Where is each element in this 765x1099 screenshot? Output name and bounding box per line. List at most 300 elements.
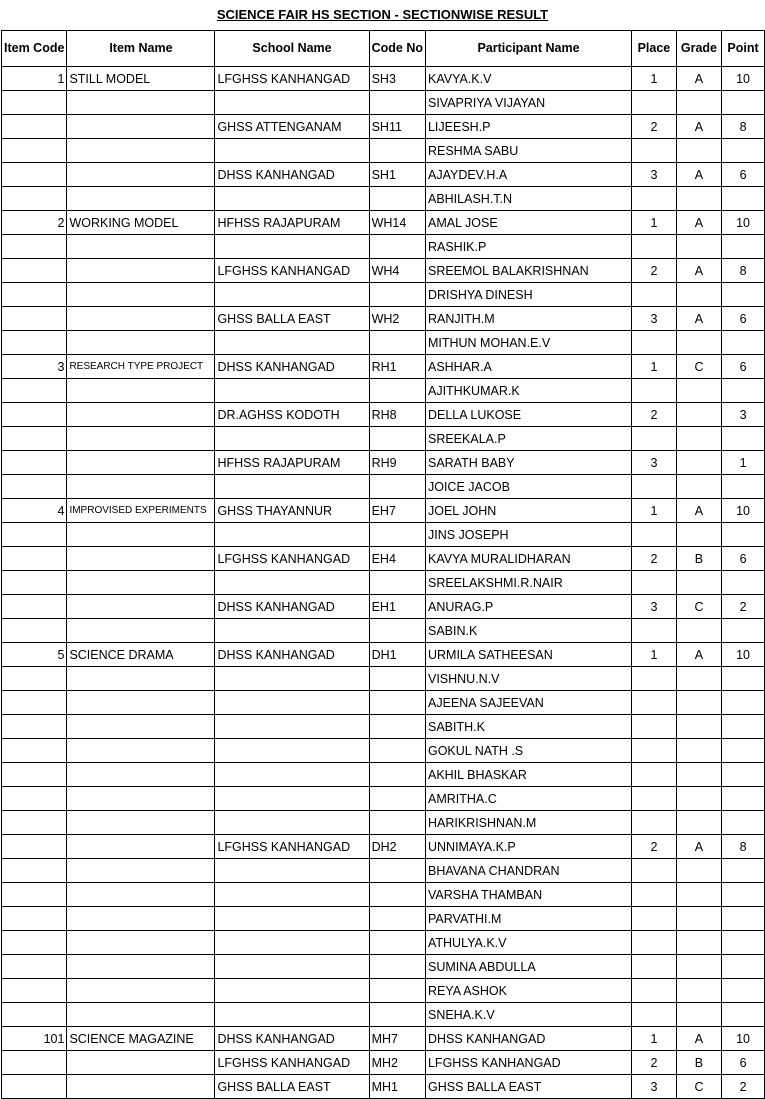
grade-cell xyxy=(676,907,721,931)
school-name-cell: GHSS THAYANNUR xyxy=(215,499,369,523)
table-row xyxy=(2,403,765,427)
participant-name-cell: SARATH BABY xyxy=(425,451,631,475)
table-row xyxy=(2,931,765,955)
school-name-cell: DHSS KANHANGAD xyxy=(215,595,369,619)
grade-cell: A xyxy=(676,1027,721,1051)
participant-name-cell: KAVYA.K.V xyxy=(425,67,631,91)
item-name-cell xyxy=(67,451,215,475)
participant-name-cell: AMAL JOSE xyxy=(425,211,631,235)
item-name-cell xyxy=(67,979,215,1003)
place-cell xyxy=(632,931,677,955)
participant-name-cell: SUMINA ABDULLA xyxy=(425,955,631,979)
code-no-cell xyxy=(369,139,425,163)
school-name-cell: LFGHSS KANHANGAD xyxy=(215,835,369,859)
participant-name-cell: RESHMA SABU xyxy=(425,139,631,163)
participant-name-cell: DELLA LUKOSE xyxy=(425,403,631,427)
table-row xyxy=(2,211,765,235)
place-cell: 1 xyxy=(632,211,677,235)
table-row xyxy=(2,667,765,691)
item-name-cell xyxy=(67,91,215,115)
item-name-cell xyxy=(67,187,215,211)
participant-name-cell: GHSS BALLA EAST xyxy=(425,1075,631,1099)
school-name-cell: LFGHSS KANHANGAD xyxy=(215,1051,369,1075)
school-name-cell xyxy=(215,691,369,715)
item-code-cell xyxy=(2,955,67,979)
school-name-cell xyxy=(215,619,369,643)
item-code-cell xyxy=(2,187,67,211)
table-row xyxy=(2,571,765,595)
header-code-no: Code No xyxy=(369,31,425,67)
school-name-cell xyxy=(215,667,369,691)
item-name-cell xyxy=(67,1003,215,1027)
point-cell xyxy=(722,571,765,595)
point-cell xyxy=(722,619,765,643)
item-name-cell xyxy=(67,715,215,739)
point-cell xyxy=(722,859,765,883)
participant-name-cell: AMRITHA.C xyxy=(425,787,631,811)
place-cell xyxy=(632,787,677,811)
place-cell xyxy=(632,883,677,907)
item-name-cell xyxy=(67,259,215,283)
grade-cell: B xyxy=(676,547,721,571)
school-name-cell: GHSS BALLA EAST xyxy=(215,1075,369,1099)
place-cell: 1 xyxy=(632,643,677,667)
place-cell xyxy=(632,1003,677,1027)
place-cell: 3 xyxy=(632,307,677,331)
point-cell: 6 xyxy=(722,163,765,187)
school-name-cell xyxy=(215,811,369,835)
table-row xyxy=(2,1027,765,1051)
table-row xyxy=(2,499,765,523)
participant-name-cell: PARVATHI.M xyxy=(425,907,631,931)
grade-cell: A xyxy=(676,643,721,667)
item-name-cell xyxy=(67,403,215,427)
header-grade: Grade xyxy=(676,31,721,67)
code-no-cell xyxy=(369,787,425,811)
code-no-cell: DH1 xyxy=(369,643,425,667)
grade-cell xyxy=(676,139,721,163)
item-name-cell xyxy=(67,787,215,811)
place-cell xyxy=(632,763,677,787)
code-no-cell xyxy=(369,619,425,643)
place-cell: 1 xyxy=(632,355,677,379)
place-cell: 2 xyxy=(632,115,677,139)
grade-cell xyxy=(676,667,721,691)
grade-cell xyxy=(676,619,721,643)
code-no-cell: RH8 xyxy=(369,403,425,427)
participant-name-cell: ATHULYA.K.V xyxy=(425,931,631,955)
item-code-cell: 3 xyxy=(2,355,67,379)
place-cell xyxy=(632,619,677,643)
table-row xyxy=(2,187,765,211)
school-name-cell xyxy=(215,91,369,115)
code-no-cell: WH2 xyxy=(369,307,425,331)
school-name-cell xyxy=(215,859,369,883)
table-row xyxy=(2,715,765,739)
participant-name-cell: RASHIK.P xyxy=(425,235,631,259)
point-cell xyxy=(722,523,765,547)
point-cell: 2 xyxy=(722,595,765,619)
code-no-cell xyxy=(369,283,425,307)
point-cell xyxy=(722,787,765,811)
participant-name-cell: AJITHKUMAR.K xyxy=(425,379,631,403)
table-row xyxy=(2,139,765,163)
grade-cell: A xyxy=(676,163,721,187)
code-no-cell: SH1 xyxy=(369,163,425,187)
table-row xyxy=(2,163,765,187)
participant-name-cell: RANJITH.M xyxy=(425,307,631,331)
item-code-cell xyxy=(2,859,67,883)
school-name-cell: LFGHSS KANHANGAD xyxy=(215,259,369,283)
participant-name-cell: VARSHA THAMBAN xyxy=(425,883,631,907)
code-no-cell: WH4 xyxy=(369,259,425,283)
participant-name-cell: JOEL JOHN xyxy=(425,499,631,523)
grade-cell: A xyxy=(676,211,721,235)
participant-name-cell: AKHIL BHASKAR xyxy=(425,763,631,787)
point-cell xyxy=(722,91,765,115)
code-no-cell: EH4 xyxy=(369,547,425,571)
participant-name-cell: SNEHA.K.V xyxy=(425,1003,631,1027)
header-point: Point xyxy=(722,31,765,67)
table-row xyxy=(2,787,765,811)
item-code-cell xyxy=(2,331,67,355)
grade-cell xyxy=(676,955,721,979)
table-row xyxy=(2,283,765,307)
place-cell xyxy=(632,811,677,835)
item-code-cell xyxy=(2,619,67,643)
item-code-cell: 1 xyxy=(2,67,67,91)
table-row xyxy=(2,1051,765,1075)
code-no-cell xyxy=(369,739,425,763)
item-code-cell xyxy=(2,907,67,931)
place-cell xyxy=(632,331,677,355)
table-row xyxy=(2,595,765,619)
participant-name-cell: SABIN.K xyxy=(425,619,631,643)
point-cell: 6 xyxy=(722,1051,765,1075)
participant-name-cell: LFGHSS KANHANGAD xyxy=(425,1051,631,1075)
table-row xyxy=(2,91,765,115)
code-no-cell xyxy=(369,187,425,211)
item-name-cell xyxy=(67,595,215,619)
point-cell xyxy=(722,907,765,931)
table-row xyxy=(2,235,765,259)
point-cell xyxy=(722,979,765,1003)
grade-cell xyxy=(676,91,721,115)
item-name-cell xyxy=(67,811,215,835)
point-cell xyxy=(722,331,765,355)
point-cell: 6 xyxy=(722,307,765,331)
point-cell xyxy=(722,811,765,835)
school-name-cell xyxy=(215,331,369,355)
item-code-cell xyxy=(2,259,67,283)
table-row xyxy=(2,355,765,379)
item-code-cell xyxy=(2,547,67,571)
code-no-cell xyxy=(369,883,425,907)
item-code-cell xyxy=(2,1075,67,1099)
code-no-cell: MH7 xyxy=(369,1027,425,1051)
table-row xyxy=(2,859,765,883)
grade-cell xyxy=(676,571,721,595)
code-no-cell: WH14 xyxy=(369,211,425,235)
item-name-cell xyxy=(67,739,215,763)
item-name-cell xyxy=(67,283,215,307)
table-row xyxy=(2,619,765,643)
code-no-cell: EH7 xyxy=(369,499,425,523)
place-cell: 2 xyxy=(632,1051,677,1075)
place-cell xyxy=(632,859,677,883)
place-cell xyxy=(632,283,677,307)
item-name-cell xyxy=(67,691,215,715)
participant-name-cell: HARIKRISHNAN.M xyxy=(425,811,631,835)
item-name-cell: IMPROVISED EXPERIMENTS xyxy=(67,499,215,523)
item-name-cell xyxy=(67,835,215,859)
point-cell: 10 xyxy=(722,643,765,667)
point-cell: 8 xyxy=(722,115,765,139)
point-cell xyxy=(722,427,765,451)
item-name-cell xyxy=(67,235,215,259)
school-name-cell xyxy=(215,571,369,595)
item-name-cell: STILL MODEL xyxy=(67,67,215,91)
school-name-cell: DR.AGHSS KODOTH xyxy=(215,403,369,427)
item-code-cell xyxy=(2,667,67,691)
place-cell: 2 xyxy=(632,835,677,859)
item-name-cell xyxy=(67,379,215,403)
grade-cell xyxy=(676,763,721,787)
item-code-cell xyxy=(2,715,67,739)
point-cell xyxy=(722,187,765,211)
code-no-cell xyxy=(369,955,425,979)
school-name-cell: LFGHSS KANHANGAD xyxy=(215,67,369,91)
grade-cell: A xyxy=(676,307,721,331)
table-row xyxy=(2,883,765,907)
code-no-cell xyxy=(369,667,425,691)
item-code-cell xyxy=(2,1051,67,1075)
grade-cell xyxy=(676,379,721,403)
place-cell: 3 xyxy=(632,163,677,187)
place-cell: 2 xyxy=(632,547,677,571)
item-code-cell xyxy=(2,91,67,115)
place-cell xyxy=(632,955,677,979)
school-name-cell xyxy=(215,139,369,163)
grade-cell: B xyxy=(676,1051,721,1075)
school-name-cell: DHSS KANHANGAD xyxy=(215,643,369,667)
school-name-cell: DHSS KANHANGAD xyxy=(215,1027,369,1051)
grade-cell xyxy=(676,187,721,211)
grade-cell xyxy=(676,739,721,763)
place-cell xyxy=(632,523,677,547)
table-row xyxy=(2,307,765,331)
header-participant-name: Participant Name xyxy=(425,31,631,67)
item-code-cell: 5 xyxy=(2,643,67,667)
grade-cell xyxy=(676,715,721,739)
item-name-cell: WORKING MODEL xyxy=(67,211,215,235)
place-cell: 1 xyxy=(632,1027,677,1051)
code-no-cell xyxy=(369,571,425,595)
place-cell xyxy=(632,979,677,1003)
place-cell: 3 xyxy=(632,451,677,475)
point-cell: 10 xyxy=(722,499,765,523)
place-cell: 2 xyxy=(632,403,677,427)
place-cell xyxy=(632,475,677,499)
table-row xyxy=(2,523,765,547)
code-no-cell xyxy=(369,979,425,1003)
item-code-cell xyxy=(2,475,67,499)
participant-name-cell: KAVYA MURALIDHARAN xyxy=(425,547,631,571)
school-name-cell xyxy=(215,475,369,499)
page-title: SCIENCE FAIR HS SECTION - SECTIONWISE RESULT xyxy=(216,7,549,22)
table-row xyxy=(2,115,765,139)
grade-cell: A xyxy=(676,835,721,859)
point-cell: 8 xyxy=(722,259,765,283)
participant-name-cell: ASHHAR.A xyxy=(425,355,631,379)
grade-cell xyxy=(676,931,721,955)
grade-cell xyxy=(676,475,721,499)
school-name-cell xyxy=(215,715,369,739)
grade-cell xyxy=(676,811,721,835)
school-name-cell xyxy=(215,907,369,931)
item-name-cell xyxy=(67,475,215,499)
item-name-cell xyxy=(67,547,215,571)
participant-name-cell: SREEMOL BALAKRISHNAN xyxy=(425,259,631,283)
item-name-cell xyxy=(67,307,215,331)
school-name-cell xyxy=(215,739,369,763)
point-cell: 8 xyxy=(722,835,765,859)
header-item-code: Item Code xyxy=(2,31,67,67)
item-code-cell: 101 xyxy=(2,1027,67,1051)
school-name-cell xyxy=(215,523,369,547)
item-name-cell xyxy=(67,763,215,787)
grade-cell xyxy=(676,427,721,451)
school-name-cell: HFHSS RAJAPURAM xyxy=(215,211,369,235)
table-row xyxy=(2,1003,765,1027)
grade-cell: A xyxy=(676,259,721,283)
place-cell: 2 xyxy=(632,259,677,283)
participant-name-cell: MITHUN MOHAN.E.V xyxy=(425,331,631,355)
point-cell xyxy=(722,691,765,715)
grade-cell xyxy=(676,523,721,547)
point-cell: 6 xyxy=(722,355,765,379)
table-row xyxy=(2,739,765,763)
results-table xyxy=(1,30,765,1099)
place-cell xyxy=(632,715,677,739)
item-name-cell xyxy=(67,1075,215,1099)
place-cell xyxy=(632,139,677,163)
school-name-cell: HFHSS RAJAPURAM xyxy=(215,451,369,475)
code-no-cell: SH3 xyxy=(369,67,425,91)
item-name-cell xyxy=(67,667,215,691)
item-code-cell xyxy=(2,427,67,451)
item-code-cell xyxy=(2,571,67,595)
item-code-cell xyxy=(2,163,67,187)
item-name-cell xyxy=(67,331,215,355)
item-code-cell xyxy=(2,235,67,259)
school-name-cell xyxy=(215,427,369,451)
place-cell xyxy=(632,235,677,259)
grade-cell xyxy=(676,883,721,907)
participant-name-cell: JINS JOSEPH xyxy=(425,523,631,547)
point-cell xyxy=(722,931,765,955)
participant-name-cell: SREEKALA.P xyxy=(425,427,631,451)
code-no-cell: DH2 xyxy=(369,835,425,859)
item-code-cell xyxy=(2,307,67,331)
participant-name-cell: GOKUL NATH .S xyxy=(425,739,631,763)
code-no-cell xyxy=(369,331,425,355)
grade-cell: C xyxy=(676,355,721,379)
header-place: Place xyxy=(632,31,677,67)
school-name-cell: DHSS KANHANGAD xyxy=(215,355,369,379)
point-cell: 10 xyxy=(722,67,765,91)
grade-cell: A xyxy=(676,67,721,91)
table-row xyxy=(2,907,765,931)
item-code-cell xyxy=(2,739,67,763)
grade-cell xyxy=(676,1003,721,1027)
table-row xyxy=(2,451,765,475)
code-no-cell xyxy=(369,931,425,955)
point-cell: 10 xyxy=(722,211,765,235)
point-cell xyxy=(722,235,765,259)
item-code-cell xyxy=(2,139,67,163)
point-cell xyxy=(722,475,765,499)
item-name-cell xyxy=(67,115,215,139)
school-name-cell xyxy=(215,283,369,307)
item-code-cell xyxy=(2,595,67,619)
participant-name-cell: AJAYDEV.H.A xyxy=(425,163,631,187)
item-code-cell: 4 xyxy=(2,499,67,523)
code-no-cell xyxy=(369,811,425,835)
participant-name-cell: AJEENA SAJEEVAN xyxy=(425,691,631,715)
school-name-cell: LFGHSS KANHANGAD xyxy=(215,547,369,571)
place-cell xyxy=(632,91,677,115)
place-cell: 3 xyxy=(632,595,677,619)
code-no-cell: SH11 xyxy=(369,115,425,139)
code-no-cell xyxy=(369,379,425,403)
grade-cell xyxy=(676,451,721,475)
point-cell: 3 xyxy=(722,403,765,427)
table-row xyxy=(2,331,765,355)
school-name-cell xyxy=(215,931,369,955)
point-cell xyxy=(722,1003,765,1027)
school-name-cell xyxy=(215,763,369,787)
table-row xyxy=(2,691,765,715)
item-name-cell xyxy=(67,931,215,955)
place-cell xyxy=(632,667,677,691)
grade-cell: A xyxy=(676,499,721,523)
code-no-cell: RH1 xyxy=(369,355,425,379)
grade-cell xyxy=(676,403,721,427)
table-row xyxy=(2,955,765,979)
participant-name-cell: LIJEESH.P xyxy=(425,115,631,139)
item-code-cell xyxy=(2,451,67,475)
item-code-cell xyxy=(2,931,67,955)
grade-cell: C xyxy=(676,1075,721,1099)
item-code-cell xyxy=(2,115,67,139)
school-name-cell: DHSS KANHANGAD xyxy=(215,163,369,187)
code-no-cell xyxy=(369,475,425,499)
table-row xyxy=(2,259,765,283)
school-name-cell xyxy=(215,787,369,811)
grade-cell: A xyxy=(676,115,721,139)
table-row xyxy=(2,763,765,787)
item-name-cell: SCIENCE MAGAZINE xyxy=(67,1027,215,1051)
place-cell: 1 xyxy=(632,67,677,91)
participant-name-cell: ABHILASH.T.N xyxy=(425,187,631,211)
item-code-cell: 2 xyxy=(2,211,67,235)
item-code-cell xyxy=(2,283,67,307)
code-no-cell xyxy=(369,859,425,883)
school-name-cell: GHSS BALLA EAST xyxy=(215,307,369,331)
item-code-cell xyxy=(2,691,67,715)
place-cell xyxy=(632,571,677,595)
